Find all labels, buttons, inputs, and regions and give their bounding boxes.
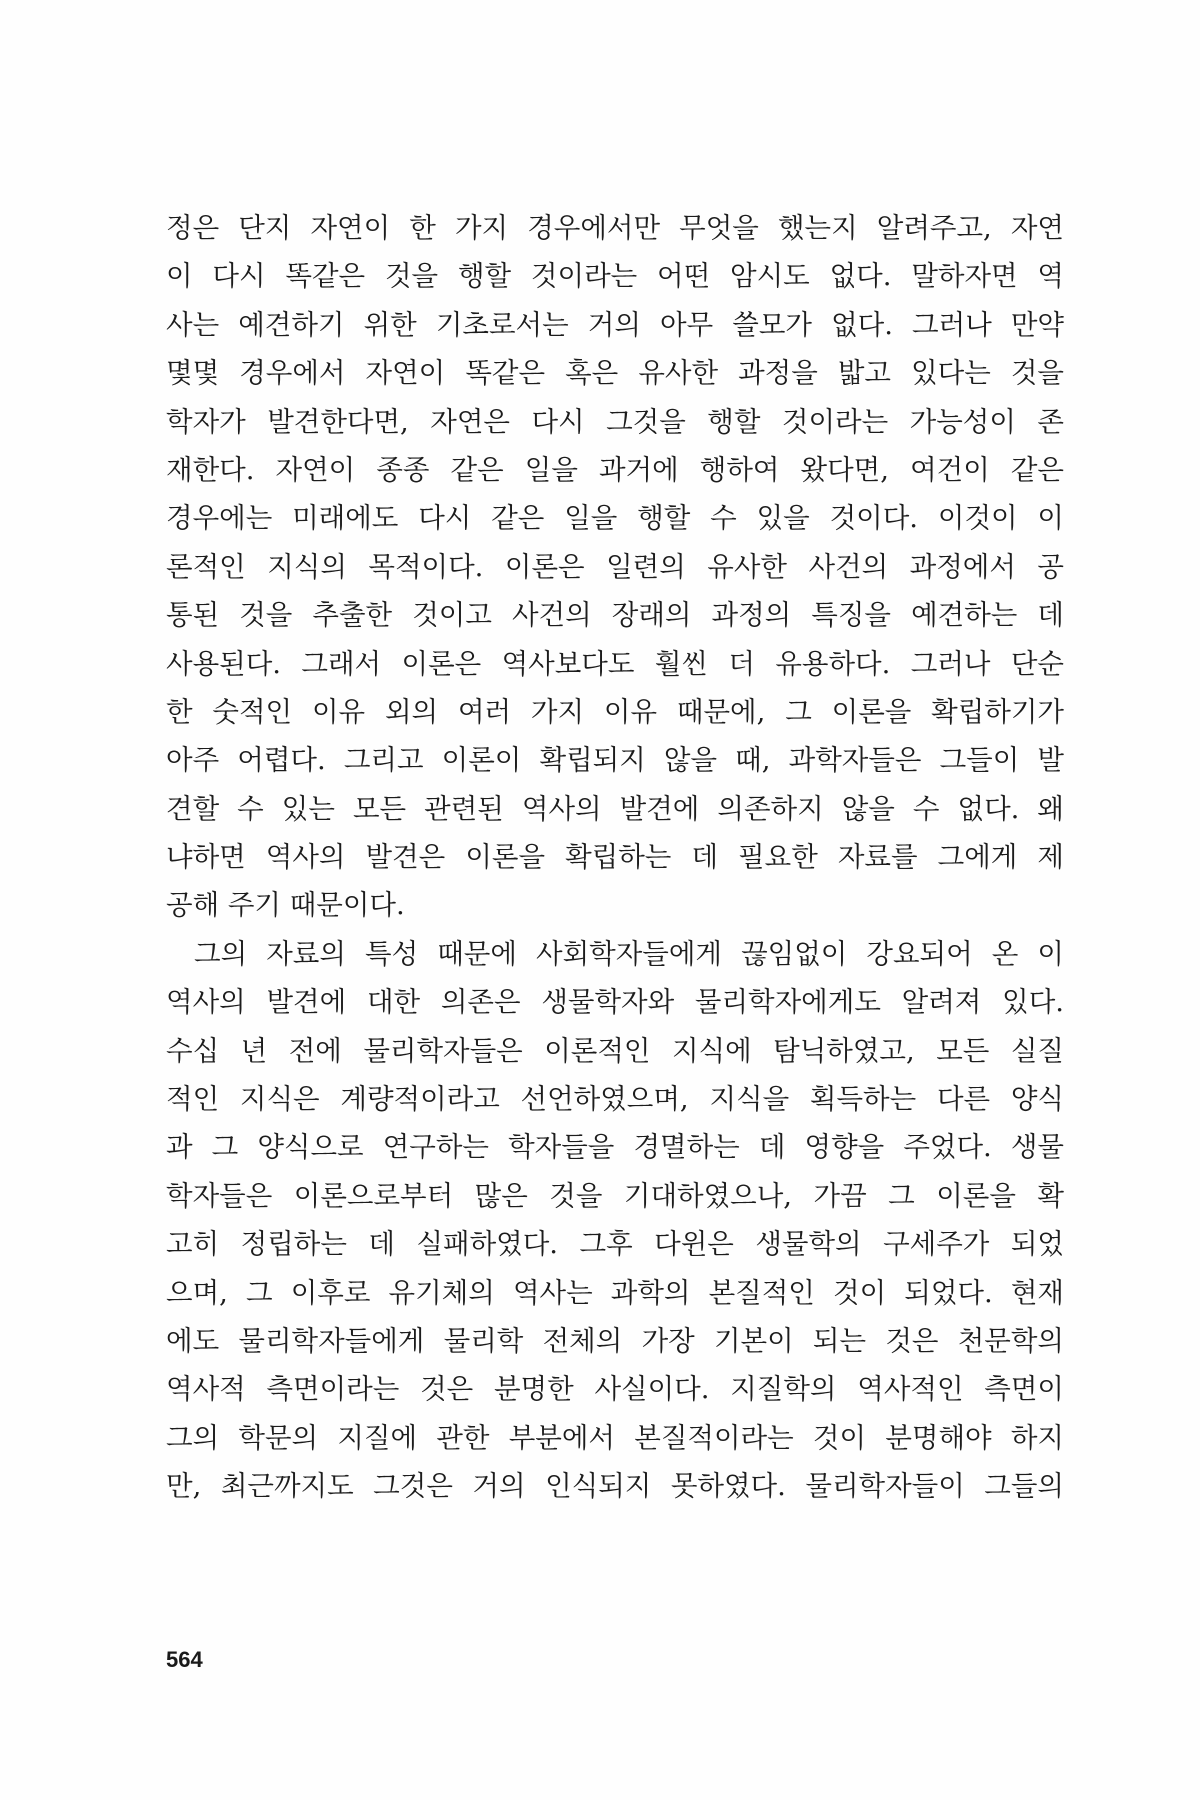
text-line: 아주 어렵다. 그리고 이론이 확립되지 않을 때, 과학자들은 그들이 발: [166, 744, 1064, 777]
text-line: 만, 최근까지도 그것은 거의 인식되지 못하였다. 물리학자들이 그들의: [166, 1470, 1064, 1503]
text-line: 한 숫적인 이유 외의 여러 가지 이유 때문에, 그 이론을 확립하기가: [166, 695, 1064, 728]
text-line: 사는 예견하기 위한 기초로서는 거의 아무 쓸모가 없다. 그러나 만약: [166, 308, 1064, 341]
paragraph: [166, 930, 1064, 1511]
text-line: 재한다. 자연이 종종 같은 일을 과거에 행하여 왔다면, 여건이 같은: [166, 453, 1064, 486]
text-line: 경우에는 미래에도 다시 같은 일을 행할 수 있을 것이다. 이것이 이: [166, 502, 1064, 535]
text-line: 몇몇 경우에서 자연이 똑같은 혹은 유사한 과정을 밟고 있다는 것을: [166, 357, 1064, 390]
text-line: 그의 자료의 특성 때문에 사회학자들에게 끊임없이 강요되어 온 이: [194, 937, 1064, 970]
body-text: [166, 204, 1064, 1511]
text-line: 역사적 측면이라는 것은 분명한 사실이다. 지질학의 역사적인 측면이: [166, 1373, 1064, 1406]
text-line: 과 그 양식으로 연구하는 학자들을 경멸하는 데 영향을 주었다. 생물: [166, 1131, 1064, 1164]
text-line: 적인 지식은 계량적이라고 선언하였으며, 지식을 획득하는 다른 양식: [166, 1083, 1064, 1116]
text-line: 으며, 그 이후로 유기체의 역사는 과학의 본질적인 것이 되었다. 현재: [166, 1276, 1064, 1309]
paragraph: [166, 204, 1064, 930]
text-line: 냐하면 역사의 발견은 이론을 확립하는 데 필요한 자료를 그에게 제: [166, 841, 1064, 874]
page-number: 564: [166, 1647, 203, 1672]
text-line: 그의 학문의 지질에 관한 부분에서 본질적이라는 것이 분명해야 하지: [166, 1421, 1064, 1454]
text-line: 통된 것을 추출한 것이고 사건의 장래의 과정의 특징을 예견하는 데: [166, 599, 1064, 632]
text-line: 역사의 발견에 대한 의존은 생물학자와 물리학자에게도 알려져 있다.: [166, 986, 1064, 1019]
text-line: 학자가 발견한다면, 자연은 다시 그것을 행할 것이라는 가능성이 존: [166, 405, 1064, 438]
text-line: 이 다시 똑같은 것을 행할 것이라는 어떤 암시도 없다. 말하자면 역: [166, 260, 1064, 293]
text-line: 수십 년 전에 물리학자들은 이론적인 지식에 탐닉하였고, 모든 실질: [166, 1034, 1064, 1067]
text-line: 사용된다. 그래서 이론은 역사보다도 훨씬 더 유용하다. 그러나 단순: [166, 647, 1064, 680]
text-line: 학자들은 이론으로부터 많은 것을 기대하였으나, 가끔 그 이론을 확: [166, 1179, 1064, 1212]
text-line: 고히 정립하는 데 실패하였다. 그후 다윈은 생물학의 구세주가 되었: [166, 1228, 1064, 1261]
text-line: 공해 주기 때문이다.: [166, 889, 405, 922]
text-line: 에도 물리학자들에게 물리학 전체의 가장 기본이 되는 것은 천문학의: [166, 1324, 1064, 1357]
text-line: 정은 단지 자연이 한 가지 경우에서만 무엇을 했는지 알려주고, 자연: [166, 212, 1064, 244]
text-line: 론적인 지식의 목적이다. 이론은 일련의 유사한 사건의 과정에서 공: [166, 550, 1064, 583]
text-line: 견할 수 있는 모든 관련된 역사의 발견에 의존하지 않을 수 없다. 왜: [166, 792, 1064, 825]
